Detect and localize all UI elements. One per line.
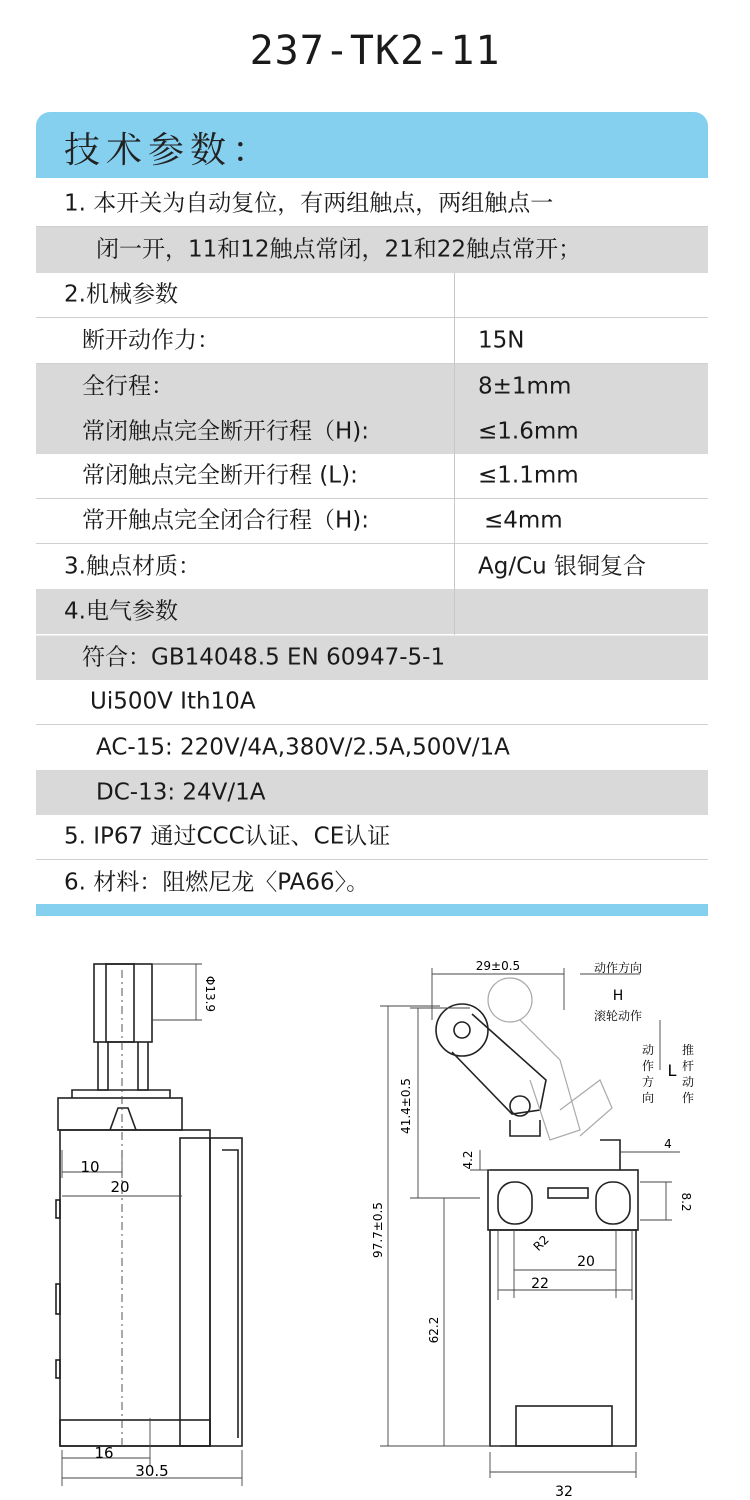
spec-value: ≤1.1mm <box>478 462 579 489</box>
spec-row <box>36 589 708 634</box>
label-push-1: 推 <box>681 1043 695 1057</box>
model-number: 237-TK2-11 <box>249 28 501 74</box>
spec-value: 15N <box>478 327 525 353</box>
front-view <box>436 1004 638 1446</box>
label-push-3: 动 <box>681 1075 695 1089</box>
dim-32: 32 <box>555 1484 573 1500</box>
bottom-bar <box>36 904 708 916</box>
dim-30-5: 30.5 <box>135 1462 169 1480</box>
spec-row <box>36 364 708 409</box>
section-banner <box>36 112 708 178</box>
spec-label: 全行程： <box>82 373 174 399</box>
spec-row <box>36 273 708 318</box>
spec-text: Ui500V Ith10A <box>90 688 256 715</box>
spec-label: 常闭触点完全断开行程 (L): <box>82 462 358 489</box>
dim-22: 22 <box>531 1276 549 1292</box>
front-dimensions <box>380 968 680 1478</box>
label-dir-2: 作 <box>641 1059 655 1073</box>
dim-10: 10 <box>80 1158 100 1176</box>
spec-text: 符合：GB14048.5 EN 60947-5-1 <box>82 644 446 671</box>
dim-diameter: Φ13.9 <box>203 975 217 1013</box>
spec-row <box>36 635 708 680</box>
spec-label: 断开动作力： <box>82 327 220 353</box>
spec-text: AC-15: 220V/4A,380V/2.5A,500V/1A <box>96 734 510 760</box>
spec-row <box>36 815 708 860</box>
spec-value: ≤1.6mm <box>478 418 579 444</box>
spec-text: DC-13: 24V/1A <box>96 779 266 805</box>
section-title: 技术参数： <box>64 130 275 171</box>
spec-text: 5. IP67 通过CCC认证、CE认证 <box>64 823 391 850</box>
label-dir-4: 向 <box>641 1091 655 1105</box>
dim-4: 4 <box>664 1137 672 1151</box>
spec-row <box>36 454 708 499</box>
dim-4-2: 4.2 <box>461 1150 475 1170</box>
technical-drawing <box>0 930 750 1500</box>
table-divider <box>454 589 455 635</box>
table-divider <box>454 273 455 589</box>
dim-8-2: 8.2 <box>679 1192 693 1212</box>
spec-row <box>36 680 708 725</box>
spec-row <box>36 544 708 589</box>
dim-62-2: 62.2 <box>427 1316 441 1344</box>
spec-value: Ag/Cu 银铜复合 <box>478 553 647 579</box>
dim-29: 29±0.5 <box>475 959 521 973</box>
label-l: L <box>667 1061 677 1080</box>
spec-row <box>36 318 708 364</box>
spec-row <box>36 409 708 454</box>
dim-97-7: 97.7±0.5 <box>371 1202 385 1258</box>
actuated-ghost <box>488 978 612 1140</box>
spec-text: 1. 本开关为自动复位，有两组触点，两组触点一 <box>64 190 554 217</box>
spec-label: 常闭触点完全断开行程（H): <box>82 418 370 444</box>
dim-20-front: 20 <box>577 1254 595 1270</box>
spec-label: 3.触点材质： <box>64 553 201 579</box>
spec-text: 4.电气参数 <box>64 598 178 624</box>
label-roller: 滚轮动作 <box>593 1009 643 1023</box>
label-dir-1: 动 <box>641 1043 655 1057</box>
dim-41-4: 41.4±0.5 <box>399 1078 413 1134</box>
label-push-4: 作 <box>681 1091 695 1105</box>
label-h: H <box>612 988 624 1004</box>
label-action-dir: 动作方向 <box>593 961 643 975</box>
spec-row <box>36 860 708 905</box>
label-dir-3: 方 <box>641 1075 655 1089</box>
spec-row <box>36 227 708 273</box>
spec-row <box>36 499 708 544</box>
spec-row <box>36 770 708 815</box>
spec-value: 8±1mm <box>478 373 572 399</box>
spec-row <box>36 725 708 770</box>
dim-r2: R2 <box>530 1232 552 1254</box>
dim-16: 16 <box>94 1444 114 1462</box>
spec-label: 常开触点完全闭合行程（H): <box>82 507 370 534</box>
label-push-2: 杆 <box>681 1059 695 1073</box>
side-view <box>56 964 242 1446</box>
spec-text: 6. 材料：阻燃尼龙〈PA66〉。 <box>64 869 370 895</box>
spec-row <box>36 182 708 227</box>
spec-value: ≤4mm <box>484 507 563 534</box>
spec-text: 2.机械参数 <box>64 281 178 308</box>
dim-20: 20 <box>110 1178 130 1196</box>
spec-text: 闭一开，11和12触点常闭，21和22触点常开； <box>96 236 582 263</box>
